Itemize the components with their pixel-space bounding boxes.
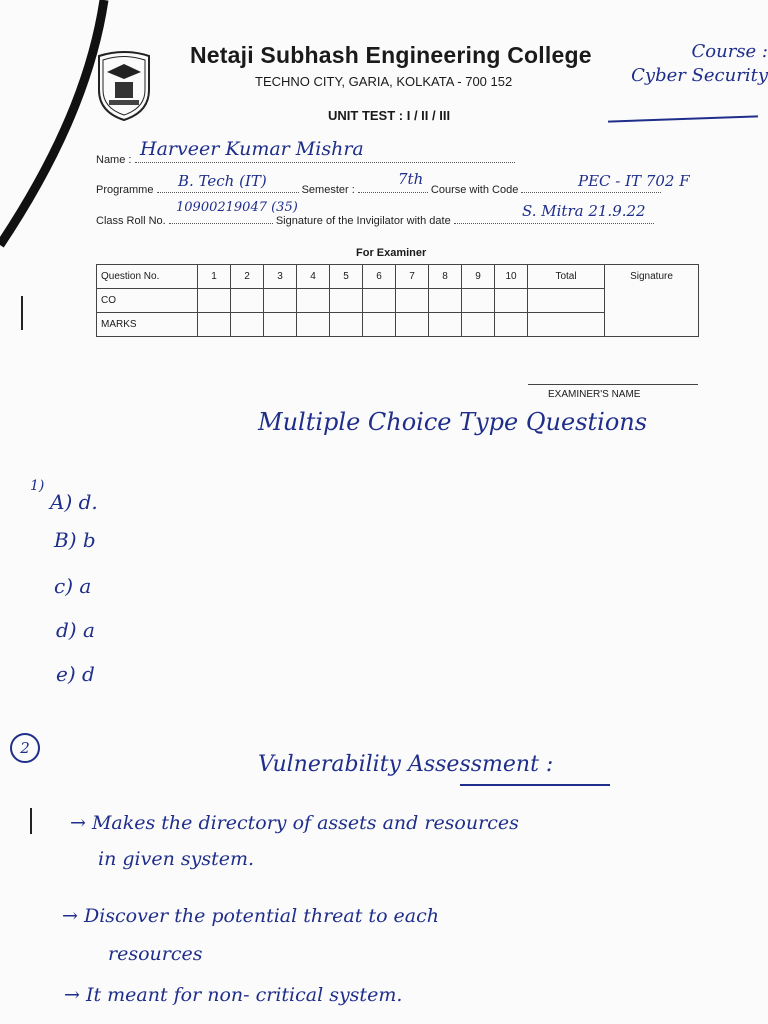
q2-line-4: resources: [108, 943, 203, 965]
course-note-label: Course :: [691, 41, 768, 62]
margin-mark: [21, 296, 23, 330]
semester-value: 7th: [398, 170, 424, 188]
col-5: 5: [330, 265, 363, 289]
roll-value: 10900219047 (35): [176, 200, 298, 215]
row-label-question: Question No.: [97, 265, 198, 289]
roll-dots: [169, 223, 273, 224]
name-value: Harveer Kumar Mishra: [140, 138, 364, 160]
examiner-name-line: [528, 384, 698, 385]
q2-line-1: → Makes the directory of assets and resources: [70, 812, 519, 834]
margin-mark-2: [30, 808, 32, 834]
course-note-value: Cyber Security: [631, 65, 768, 86]
q2-title-underline: [460, 784, 610, 786]
col-signature: Signature: [605, 265, 699, 337]
q2-line-5: → It meant for non- critical system.: [64, 984, 403, 1006]
college-name: Netaji Subhash Engineering College: [190, 42, 592, 68]
invigilator-value: S. Mitra 21.9.22: [522, 202, 646, 220]
college-logo-icon: [95, 50, 153, 122]
answer-b: B) b: [54, 528, 96, 552]
semester-dots: [358, 192, 428, 193]
col-6: 6: [363, 265, 396, 289]
col-9: 9: [462, 265, 495, 289]
answer-d: d) a: [56, 618, 95, 642]
programme-dots: [157, 192, 299, 193]
examiner-table-title: For Examiner: [356, 247, 427, 259]
col-3: 3: [264, 265, 297, 289]
q2-line-3: → Discover the potential threat to each: [62, 905, 439, 927]
row-label-marks: MARKS: [97, 313, 198, 337]
invigilator-label: Signature of the Invigilator with date: [275, 215, 451, 227]
invigilator-dots: [454, 223, 654, 224]
college-address: TECHNO CITY, GARIA, KOLKATA - 700 152: [255, 74, 513, 89]
unit-test-label: UNIT TEST : I / II / III: [328, 108, 451, 123]
name-dots: [135, 162, 515, 163]
examiner-name-label: EXAMINER'S NAME: [548, 389, 641, 400]
programme-value: B. Tech (IT): [178, 172, 267, 190]
course-code-label: Course with Code: [430, 184, 519, 196]
programme-label: Programme: [96, 184, 154, 196]
q2-line-2: in given system.: [98, 848, 255, 870]
semester-label: Semester :: [301, 184, 355, 196]
col-4: 4: [297, 265, 330, 289]
row-label-co: CO: [97, 289, 198, 313]
q1-number: 1): [30, 478, 45, 494]
course-note-underline: [608, 115, 758, 122]
col-7: 7: [396, 265, 429, 289]
name-label: Name :: [96, 154, 132, 166]
roll-label: Class Roll No.: [96, 215, 166, 227]
answer-e: e) d: [56, 662, 95, 686]
q2-title: Vulnerability Assessment :: [258, 752, 554, 777]
col-2: 2: [231, 265, 264, 289]
q2-number: 2: [10, 733, 40, 763]
examiner-table: [96, 264, 699, 337]
col-8: 8: [429, 265, 462, 289]
answer-a: A) d.: [50, 490, 98, 514]
section-title: Multiple Choice Type Questions: [258, 408, 648, 436]
col-10: 10: [495, 265, 528, 289]
question-row: [97, 265, 699, 289]
course-code-value: PEC - IT 702 F: [578, 172, 690, 190]
course-code-dots: [521, 192, 661, 193]
col-1: 1: [198, 265, 231, 289]
course-note: [593, 40, 768, 88]
col-total: Total: [528, 265, 605, 289]
answer-c: c) a: [54, 574, 92, 598]
